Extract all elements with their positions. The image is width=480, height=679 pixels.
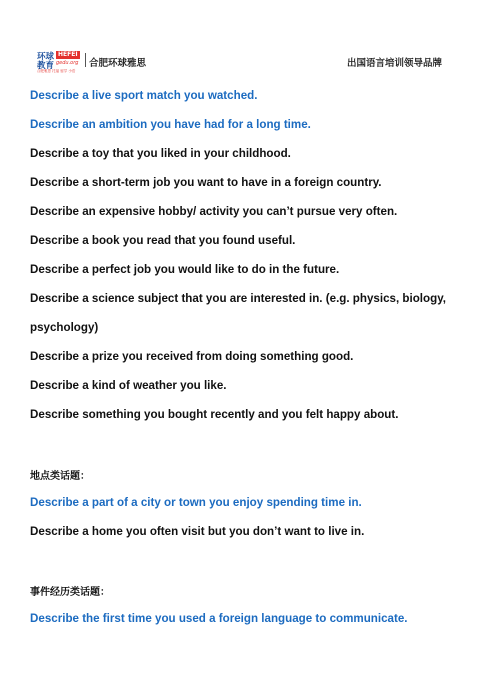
logo-badge: HEFEI — [58, 51, 78, 58]
logo-slogan: 合肥雅思 托福 留学 小语 — [37, 69, 76, 73]
event-topic-item: Describe the first time you used a foreign language to communicate. — [30, 612, 408, 625]
topic-item: Describe a prize you received from doing something good. — [30, 350, 354, 363]
topic-item: Describe an ambition you have had for a long time. — [30, 118, 311, 131]
topic-item: Describe a kind of weather you like. — [30, 379, 227, 392]
page-header — [37, 50, 457, 72]
header-tagline: 出国语言培训领导品牌 — [346, 58, 442, 69]
place-topic-item: Describe a part of a city or town you enjoy spending time in. — [30, 496, 362, 509]
topic-item: Describe a perfect job you would like to do in the future. — [30, 263, 340, 276]
header-divider — [85, 53, 86, 67]
place-topics-heading: 地点类话题： — [30, 471, 90, 482]
logo-url: gedu.org — [56, 60, 79, 66]
topic-item: Describe a short-term job you want to have in a foreign country. — [30, 176, 382, 189]
topic-item: Describe a science subject that you are interested in. (e.g. physics, biology, — [30, 292, 447, 305]
topic-item: Describe a toy that you liked in your childhood. — [30, 147, 291, 160]
topic-item-continuation: psychology) — [30, 321, 99, 334]
event-topics-heading: 事件经历类话题： — [30, 587, 110, 598]
topic-item: Describe an expensive hobby/ activity you can’t pursue very often. — [30, 205, 398, 218]
topic-item: Describe something you bought recently and you felt happy about. — [30, 408, 399, 421]
topic-item: Describe a live sport match you watched. — [30, 89, 258, 102]
org-name: 合肥环球雅思 — [89, 58, 147, 69]
logo-text-line2: 教育 — [37, 61, 55, 71]
place-topic-item: Describe a home you often visit but you don’t want to live in. — [30, 525, 365, 538]
logo-text-line1: 环球 — [37, 52, 55, 62]
topic-item: Describe a book you read that you found useful. — [30, 234, 296, 247]
global-education-logo — [37, 50, 81, 72]
